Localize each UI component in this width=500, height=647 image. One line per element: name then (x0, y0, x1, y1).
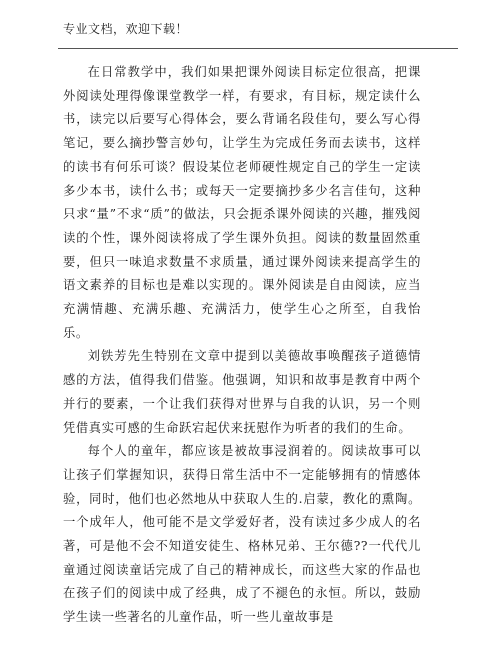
paragraph-1: 在日常教学中，我们如果把课外阅读目标定位很高，把课外阅读处理得像课堂教学一样，有要求，有目标，规定读什么书，读完以后要写心得体会，要么背诵名段佳句，要么写心得笔记，要么摘抄警言妙句，让学生为完成任务而去读书，这样的读书有何乐可谈？假设某位老师硬性规定自己的学生一定读多少本书，读什么书；或每天一定要摘抄多少名言佳句，这种只求“量”不求“质”的做法，只会扼杀课外阅读的兴趣，摧残阅读的个性，课外阅读将成了学生课外负担。阅读的数量固然重要，但只一味追求数量不求质量，通过课外阅读来提高学生的语文素养的目标也是难以实现的。课外阅读是自由阅读，应当充满情趣、充满乐趣、充满活力，使学生心之所至，自我怡乐。 (63, 65, 421, 340)
paragraph-3: 每个人的童年，都应该是被故事浸润着的。阅读故事可以让孩子们掌握知识，获得日常生活中不一定能够拥有的情感体验，同时，他们也必然地从中获取人生的.启蒙，教化的熏陶。一个成年人，他可能不是文学爱好者，没有读过多少成人的名著，可是他不会不知道安徒生、格林兄弟、王尔德??一代代儿童通过阅读童话完成了自己的精神成长，而这些大家的作品也在孩子们的阅读中成了经典，成了不褪色的永恒。所以，鼓励学生读一些著名的儿童作品，听一些儿童故事是 (63, 444, 421, 625)
page-header-text: 专业文档，欢迎下载！ (63, 22, 189, 36)
header-divider (58, 48, 458, 49)
document-body (63, 61, 421, 630)
paragraph-2: 刘铁芳先生特别在文章中提到以美德故事唤醒孩子道德情感的方法，值得我们借鉴。他强调，知识和故事是教育中两个并行的要素，一个让我们获得对世界与自我的认识，另一个则凭借真实可感的生命跃宕起伏来抚慰作为听者的我们的生命。 (63, 349, 421, 435)
